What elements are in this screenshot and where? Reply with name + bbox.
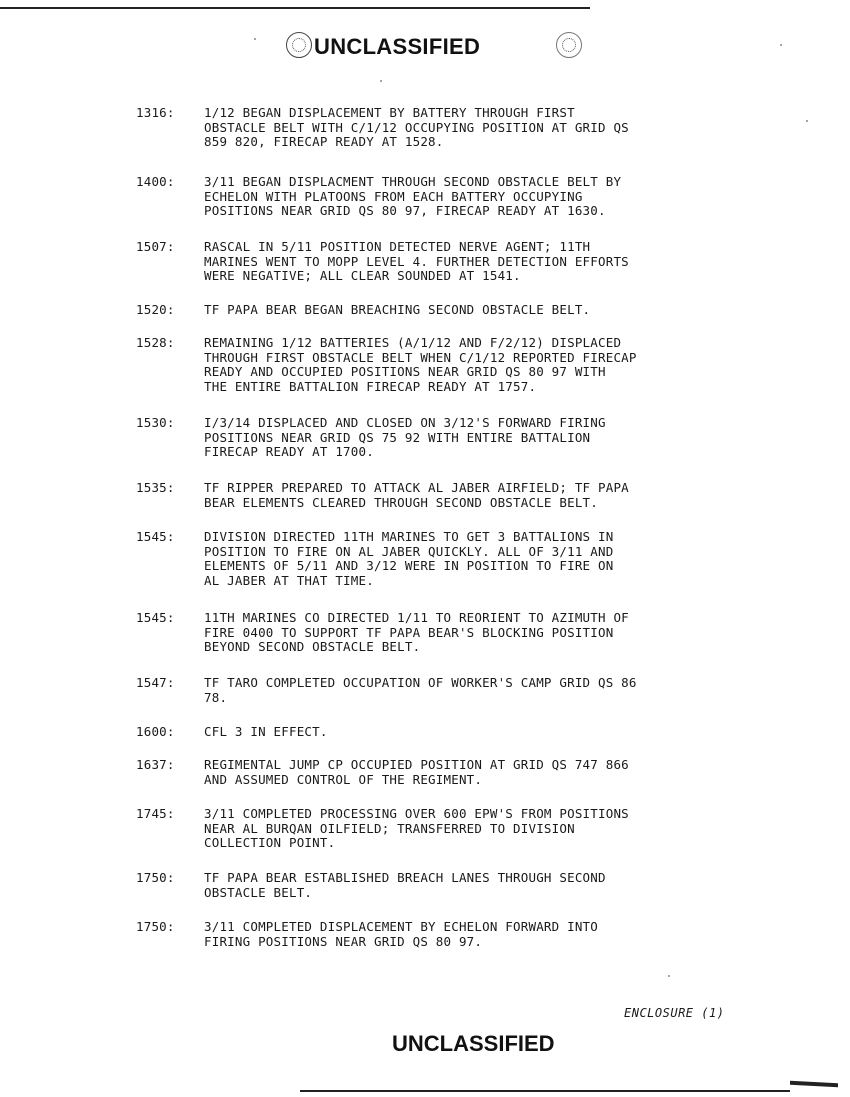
- entry-text: REGIMENTAL JUMP CP OCCUPIED POSITION AT GRID QS 747 866 AND ASSUMED CONTROL OF THE REGIMENT.: [204, 757, 629, 787]
- classification-footer: UNCLASSIFIED: [392, 1031, 555, 1056]
- entry-time: 1750:: [136, 870, 175, 885]
- speck-mark: [254, 38, 256, 40]
- speck-mark: [806, 120, 808, 122]
- entry-text: TF TARO COMPLETED OCCUPATION OF WORKER'S CAMP GRID QS 86 78.: [204, 675, 637, 705]
- entry-text: 1/12 BEGAN DISPLACEMENT BY BATTERY THROUGH FIRST OBSTACLE BELT WITH C/1/12 OCCUPYING POSITION AT GRID QS 859 820, FIRECAP READY AT 1528.: [204, 105, 629, 149]
- entry-time: 1547:: [136, 675, 175, 690]
- classification-header: UNCLASSIFIED: [314, 34, 481, 59]
- top-rule: [0, 7, 590, 9]
- entry-text: TF PAPA BEAR BEGAN BREACHING SECOND OBSTACLE BELT.: [204, 302, 591, 317]
- enclosure-label: ENCLOSURE (1): [624, 1006, 725, 1020]
- entry-time: 1530:: [136, 415, 175, 430]
- seal-icon: [556, 32, 582, 58]
- entry-text: REMAINING 1/12 BATTERIES (A/1/12 AND F/2/12) DISPLACED THROUGH FIRST OBSTACLE BELT WHEN C/1/12 REPORTED FIRECAP READY AND OCCUPIED POSITIONS NEAR GRID QS 80 97 WITH THE ENTIRE BATTALION FIRECAP READY AT 1757.: [204, 335, 637, 394]
- entry-text: 3/11 COMPLETED DISPLACEMENT BY ECHELON FORWARD INTO FIRING POSITIONS NEAR GRID QS 80 97.: [204, 919, 599, 949]
- bottom-rule-mark: [790, 1081, 838, 1088]
- entry-text: TF PAPA BEAR ESTABLISHED BREACH LANES THROUGH SECOND OBSTACLE BELT.: [204, 870, 606, 900]
- entry-text: I/3/14 DISPLACED AND CLOSED ON 3/12'S FORWARD FIRING POSITIONS NEAR GRID QS 75 92 WITH ENTIRE BATTALION FIRECAP READY AT 1700.: [204, 415, 606, 459]
- entry-time: 1528:: [136, 335, 175, 350]
- entry-time: 1400:: [136, 174, 175, 189]
- speck-mark: [780, 44, 782, 46]
- entry-time: 1600:: [136, 724, 175, 739]
- entry-text: RASCAL IN 5/11 POSITION DETECTED NERVE AGENT; 11TH MARINES WENT TO MOPP LEVEL 4. FURTHER DETECTION EFFORTS WERE NEGATIVE; ALL CLEAR SOUNDED AT 1541.: [204, 239, 629, 283]
- bottom-rule: [300, 1090, 790, 1092]
- entry-time: 1745:: [136, 806, 175, 821]
- entry-time: 1637:: [136, 757, 175, 772]
- entry-time: 1316:: [136, 105, 175, 120]
- entry-time: 1545:: [136, 529, 175, 544]
- entry-time: 1520:: [136, 302, 175, 317]
- entry-time: 1535:: [136, 480, 175, 495]
- speck-mark: [380, 80, 382, 82]
- entry-time: 1507:: [136, 239, 175, 254]
- entry-text: 3/11 COMPLETED PROCESSING OVER 600 EPW'S FROM POSITIONS NEAR AL BURQAN OILFIELD; TRANSFERRED TO DIVISION COLLECTION POINT.: [204, 806, 629, 850]
- seal-icon: [286, 32, 312, 58]
- entry-text: 11TH MARINES CO DIRECTED 1/11 TO REORIENT TO AZIMUTH OF FIRE 0400 TO SUPPORT TF PAPA BEAR'S BLOCKING POSITION BEYOND SECOND OBSTACLE BELT.: [204, 610, 629, 654]
- entry-text: CFL 3 IN EFFECT.: [204, 724, 328, 739]
- entry-text: TF RIPPER PREPARED TO ATTACK AL JABER AIRFIELD; TF PAPA BEAR ELEMENTS CLEARED THROUGH SECOND OBSTACLE BELT.: [204, 480, 629, 510]
- entry-time: 1750:: [136, 919, 175, 934]
- entry-text: 3/11 BEGAN DISPLACMENT THROUGH SECOND OBSTACLE BELT BY ECHELON WITH PLATOONS FROM EACH BATTERY OCCUPYING POSITIONS NEAR GRID QS 80 97, FIRECAP READY AT 1630.: [204, 174, 622, 218]
- speck-mark: [668, 975, 670, 977]
- entry-time: 1545:: [136, 610, 175, 625]
- entry-text: DIVISION DIRECTED 11TH MARINES TO GET 3 BATTALIONS IN POSITION TO FIRE ON AL JABER QUICKLY. ALL OF 3/11 AND ELEMENTS OF 5/11 AND 3/12 WERE IN POSITION TO FIRE ON AL JABER AT THAT TIME.: [204, 529, 614, 588]
